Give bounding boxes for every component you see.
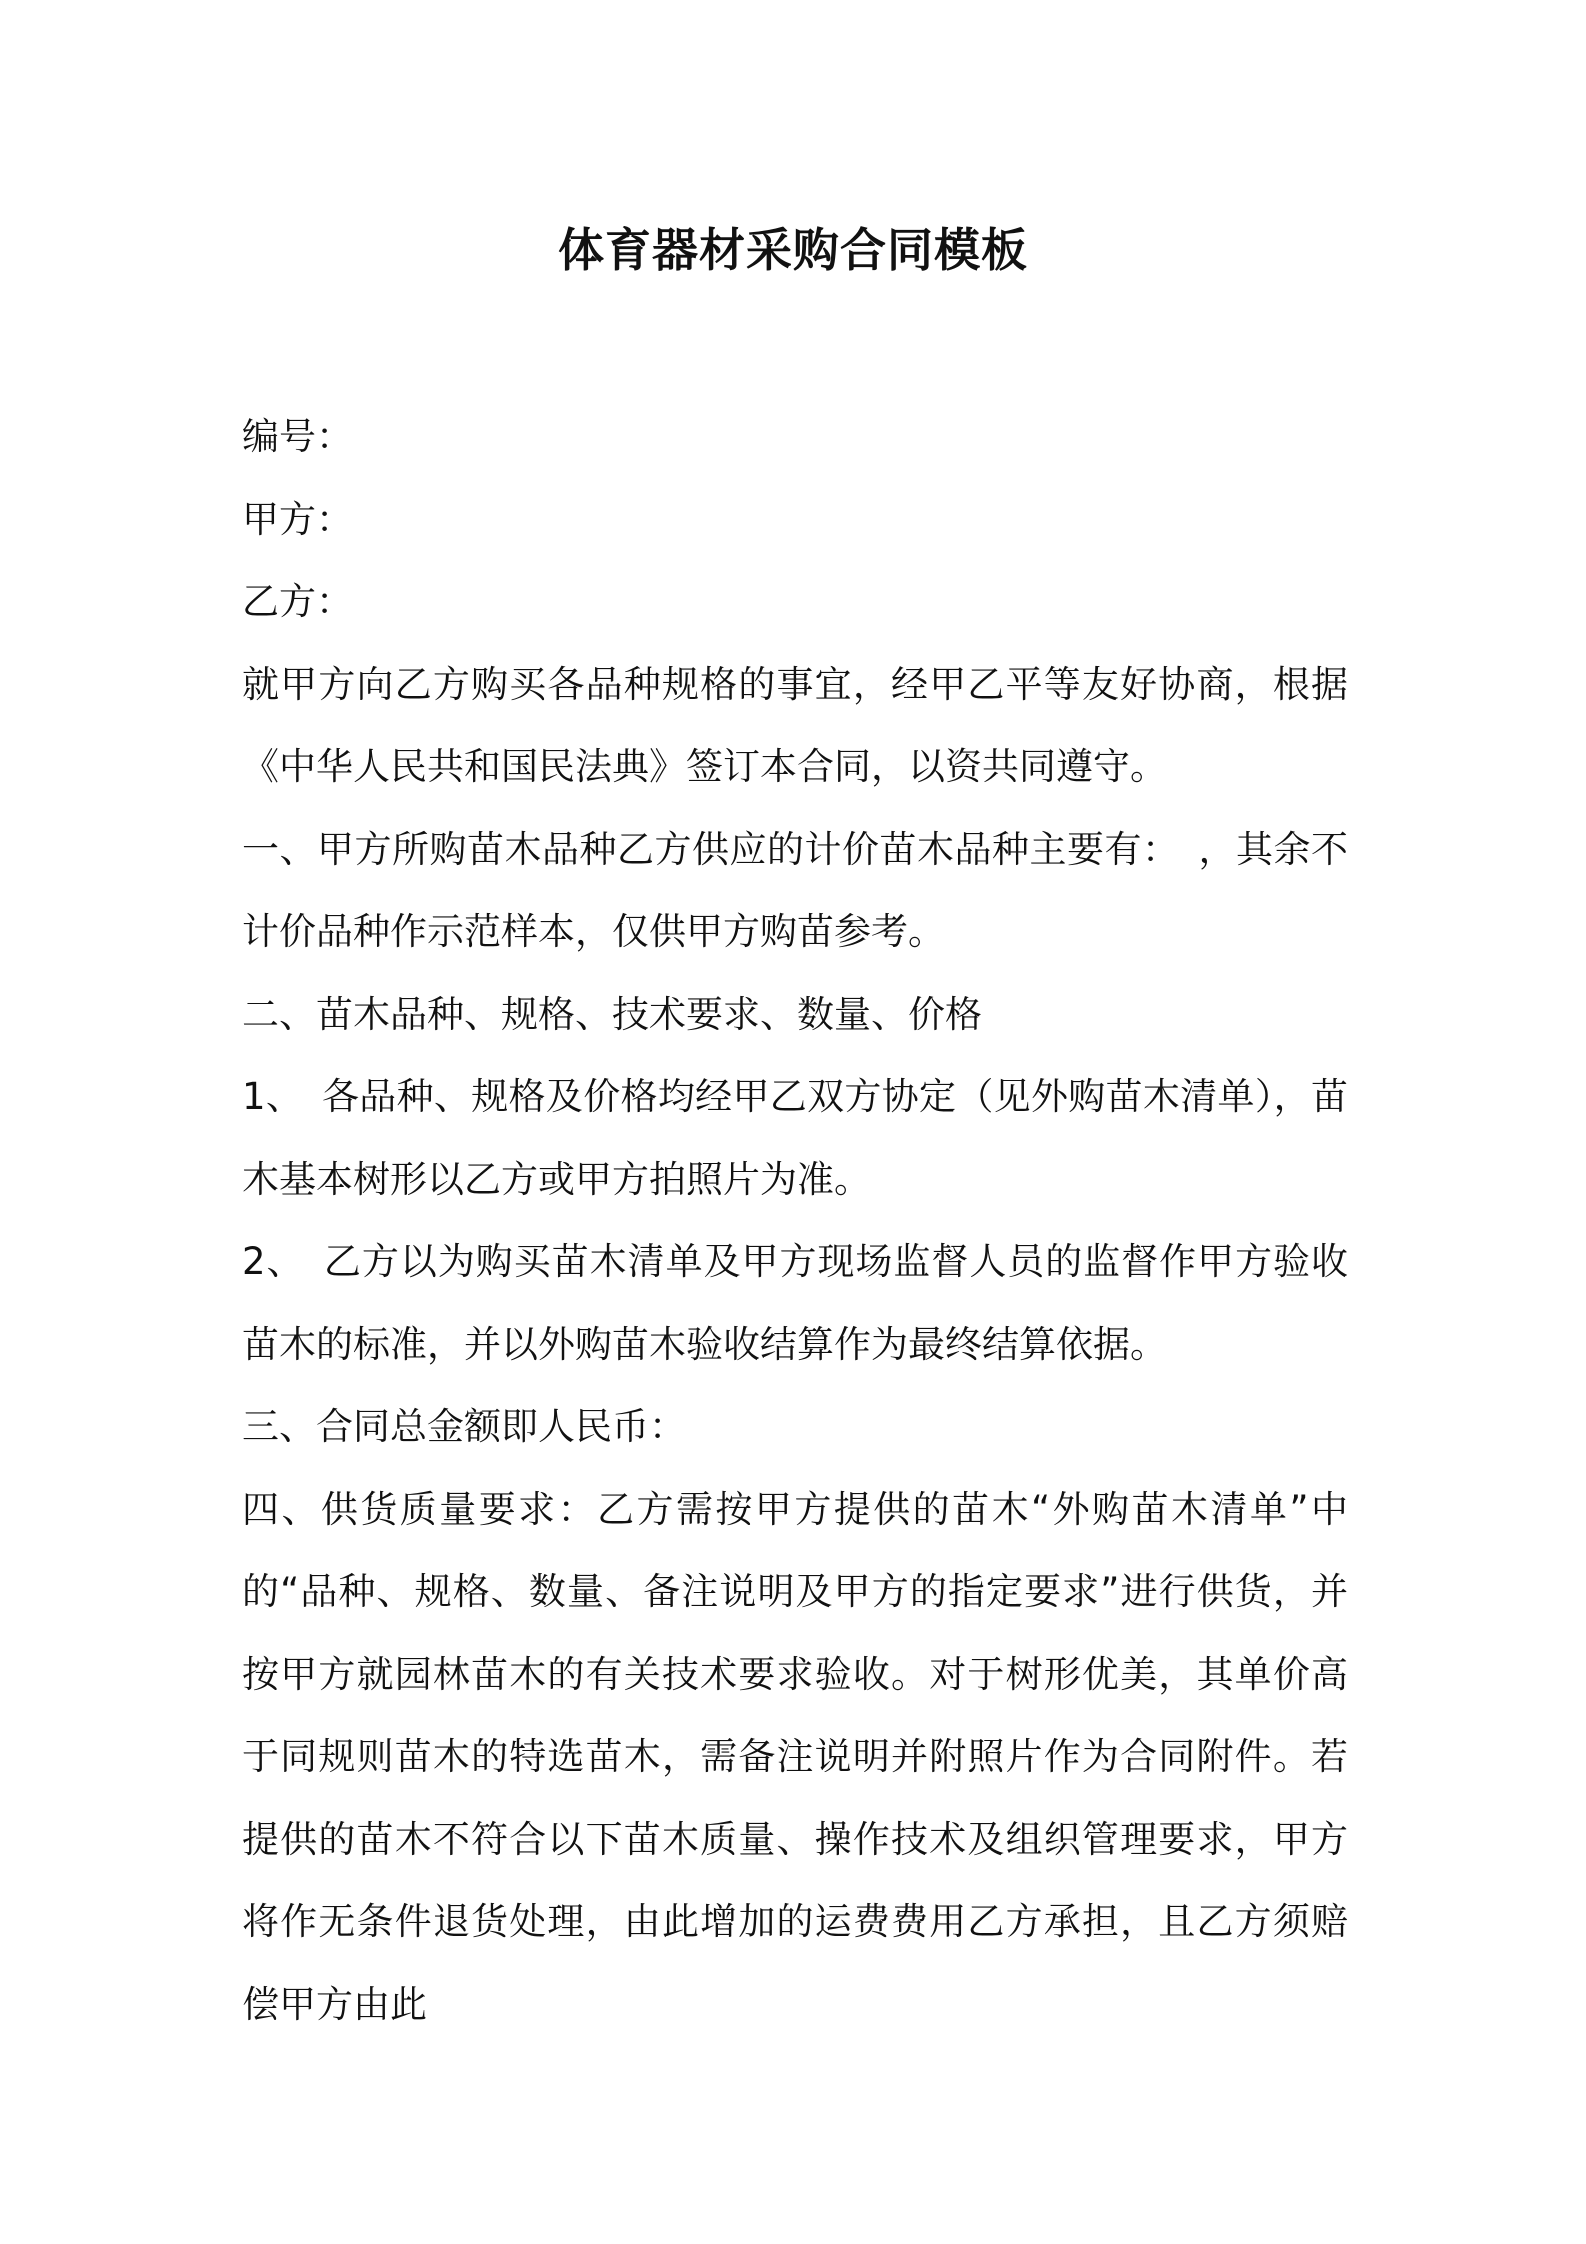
document-title: 体育器材采购合同模板 xyxy=(558,223,1028,277)
item-1-paragraph: 1、 各品种、规格及价格均经甲乙双方协定（见外购苗木清单），苗木基本树形以乙方或甲方拍照片为准。 xyxy=(242,1075,1348,1201)
section-2-heading: 二、苗木品种、规格、技术要求、数量、价格 xyxy=(242,992,982,1036)
section-1-paragraph: 一、甲方所购苗木品种乙方供应的计价苗木品种主要有： ，其余不计价品种作示范样本，仅供甲方购苗参考。 xyxy=(242,827,1348,953)
contract-number-field: 编号： xyxy=(242,415,353,458)
item-2-paragraph: 2、 乙方以为购买苗木清单及甲方现场监督人员的监督作甲方验收苗木的标准，并以外购苗木验收结算作为最终结算依据。 xyxy=(242,1240,1348,1366)
section-4-paragraph: 四、供货质量要求：乙方需按甲方提供的苗木“外购苗木清单”中的“品种、规格、数量、备注说明及甲方的指定要求”进行供货，并按甲方就园林苗木的有关技术要求验收。对于树形优美，其单价高于同规则苗木的特选苗木，需备注说明并附照片作为合同附件。若提供的苗木不符合以下苗木质量、操作技术及组织管理要求，甲方将作无条件退货处理，由此增加的运费费用乙方承担，且乙方须赔偿甲方由此 xyxy=(242,1487,1348,2026)
intro-paragraph: 就甲方向乙方购买各品种规格的事宜，经甲乙平等友好协商，根据《中华人民共和国民法典》签订本合同，以资共同遵守。 xyxy=(242,662,1348,788)
party-a-field: 甲方： xyxy=(242,497,353,541)
section-3-paragraph: 三、合同总金额即人民币： xyxy=(242,1405,686,1448)
document-body xyxy=(242,396,1348,2046)
party-b-field: 乙方： xyxy=(242,580,353,623)
